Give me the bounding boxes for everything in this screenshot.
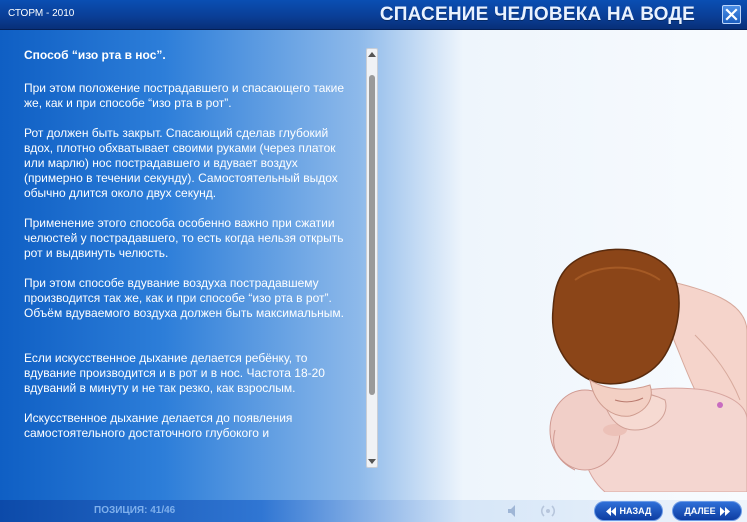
scrollbar-thumb[interactable] [369, 75, 375, 395]
close-button[interactable] [722, 5, 741, 24]
lesson-paragraph: Применение этого способа особенно важно при сжатии челюстей у пострадавшего, то есть когда нельзя открыть рот и выдвинуть челюсть. [24, 216, 344, 260]
lesson-heading: Способ “изо рта в нос”. [24, 48, 166, 62]
lesson-paragraph: При этом способе вдувание воздуха пострадавшему производится так же, как и при способе “изо рта в рот”. Объём вдуваемого воздуха должен быть максимальным. [24, 276, 345, 320]
back-button[interactable] [594, 501, 663, 521]
lesson-text-panel [12, 40, 362, 470]
scroll-up-arrow-icon[interactable] [368, 50, 376, 60]
scroll-down-arrow-icon[interactable] [368, 456, 376, 466]
page-title: СПАСЕНИЕ ЧЕЛОВЕКА НА ВОДЕ [379, 4, 695, 25]
chevrons-right-icon [720, 507, 730, 516]
title-bar [0, 0, 747, 30]
next-button[interactable] [672, 501, 742, 521]
chevrons-left-icon [606, 507, 616, 516]
lesson-paragraph: При этом положение пострадавшего и спасающего такие же, как и при способе “изо рта в рот”. [24, 81, 345, 110]
close-icon [725, 8, 738, 21]
lesson-paragraph: Если искусственное дыхание делается ребёнку, то вдувание производится и в рот и в нос. Частота 18-20 вдуваний в минуту и не так резко, как взрослым. [24, 351, 325, 395]
sound-waves-icon[interactable] [540, 503, 556, 519]
next-button-label: ДАЛЕЕ [684, 506, 716, 516]
lesson-paragraph: Искусственное дыхание делается до появления самостоятельного достаточного глубокого и [24, 411, 293, 440]
lesson-paragraph: Рот должен быть закрыт. Спасающий сделав глубокий вдох, плотно обхватывает своими руками (через платок или марлю) нос пострадавшего и вдувает воздух (примерно в течении секунду). Самостоятельный выдох обычно длится около двух секунд. [24, 126, 338, 200]
rescue-breathing-illustration [545, 240, 747, 492]
app-brand: СТОРМ - 2010 [8, 8, 75, 19]
text-scrollbar[interactable] [366, 48, 378, 468]
position-indicator: ПОЗИЦИЯ: 41/46 [94, 505, 176, 516]
back-button-label: НАЗАД [619, 506, 652, 516]
speaker-icon[interactable] [506, 503, 522, 519]
